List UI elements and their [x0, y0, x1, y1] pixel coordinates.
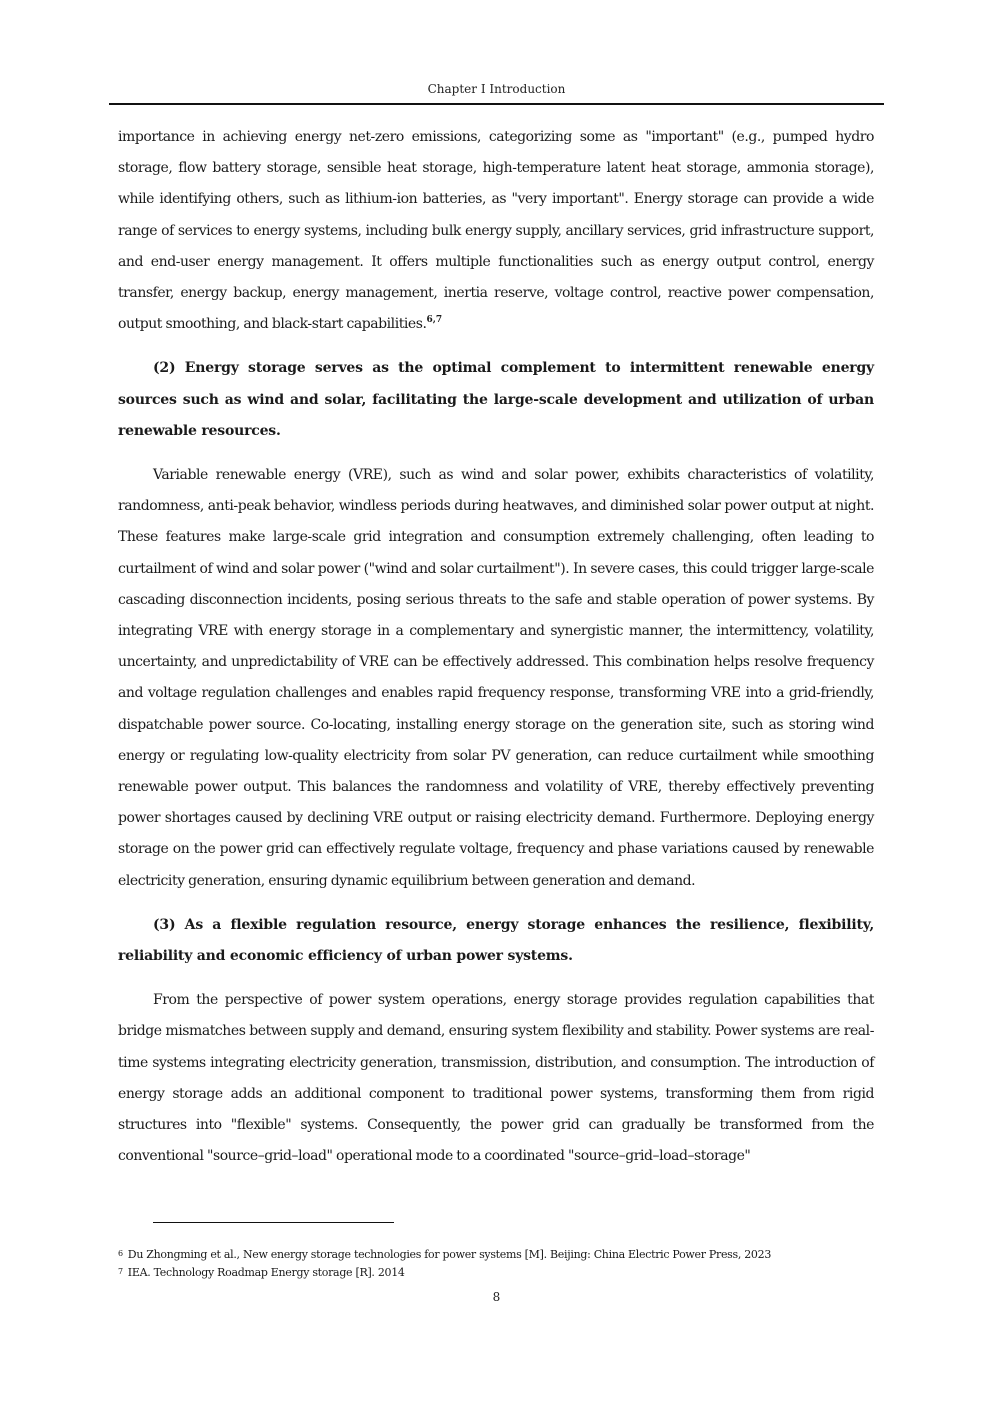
paragraph-continued: [118, 122, 874, 340]
footnote-mark: 7: [118, 1267, 123, 1276]
header-rule: [109, 103, 884, 105]
footnotes: [118, 1246, 878, 1282]
running-head: Chapter I Introduction: [427, 82, 566, 96]
footnote-reference: 6,7: [426, 314, 443, 325]
footnote-mark: 6: [118, 1249, 123, 1258]
footnote: [118, 1264, 878, 1282]
page-number: 8: [492, 1290, 501, 1304]
paragraph-vre: Variable renewable energy (VRE), such as wind and solar power, exhibits characteristics of volatility, randomness, anti-peak behavior, windless periods during heatwaves, and diminished solar power output at night. These features make large-scale grid integration and consumption extremely challenging, often leading to curtailment of wind and solar power ("wind and solar curtailment"). In severe cases, this could trigger large-scale cascading disconnection incidents, posing serious threats to the safe and stable operation of power systems. By integrating VRE with energy storage in a complementary and synergistic manner, the intermittency, volatility, uncertainty, and unpredictability of VRE can be effectively addressed. This combination helps resolve frequency and voltage regulation challenges and enables rapid frequency response, transforming VRE into a grid-friendly, dispatchable power source. Co-locating, installing energy storage on the generation site, such as storing wind energy or regulating low-quality electricity from solar PV generation, can reduce curtailment while smoothing renewable power output. This balances the randomness and volatility of VRE, thereby effectively preventing power shortages caused by declining VRE output or raising electricity demand. Furthermore. Deploying energy storage on the power grid can effectively regulate voltage, frequency and phase variations caused by renewable electricity generation, ensuring dynamic equilibrium between generation and demand.: [118, 467, 874, 889]
body-text: [118, 122, 874, 1173]
footnote: [118, 1246, 878, 1264]
footnote-rule: [153, 1222, 394, 1223]
section-heading-3: (3) As a flexible regulation resource, energy storage enhances the resilience, flexibility, reliability and economic efficiency of urban power systems.: [118, 916, 874, 965]
paragraph-operations: From the perspective of power system operations, energy storage provides regulation capabilities that bridge mismatches between supply and demand, ensuring system flexibility and stability. Power systems are real-time systems integrating electricity generation, transmission, distribution, and consumption. The introduction of energy storage adds an additional component to traditional power systems, transforming them from rigid structures into "flexible" systems. Consequently, the power grid can gradually be transformed from the conventional "source–grid–load" operational mode to a coordinated "source–grid–load–storage": [118, 992, 874, 1165]
footnote-text: IEA. Technology Roadmap Energy storage [R]. 2014: [127, 1266, 405, 1279]
footnote-text: Du Zhongming et al., New energy storage technologies for power systems [M]. Beijing: China Electric Power Press, 2023: [127, 1248, 772, 1261]
section-heading-2: (2) Energy storage serves as the optimal complement to intermittent renewable energy sources such as wind and solar, facilitating the large-scale development and utilization of urban renewable resources.: [118, 360, 874, 439]
paragraph-text: importance in achieving energy net-zero emissions, categorizing some as "important" (e.g., pumped hydro storage, flow battery storage, sensible heat storage, high-temperature latent heat storage, ammonia storage), while identifying others, such as lithium-ion batteries, as "very important". Energy storage can provide a wide range of services to energy systems, including bulk energy supply, ancillary services, grid infrastructure support, and end-user energy management. It offers multiple functionalities such as energy output control, energy transfer, energy backup, energy management, inertia reserve, voltage control, reactive power compensation, output smoothing, and black-start capabilities.: [118, 129, 874, 333]
